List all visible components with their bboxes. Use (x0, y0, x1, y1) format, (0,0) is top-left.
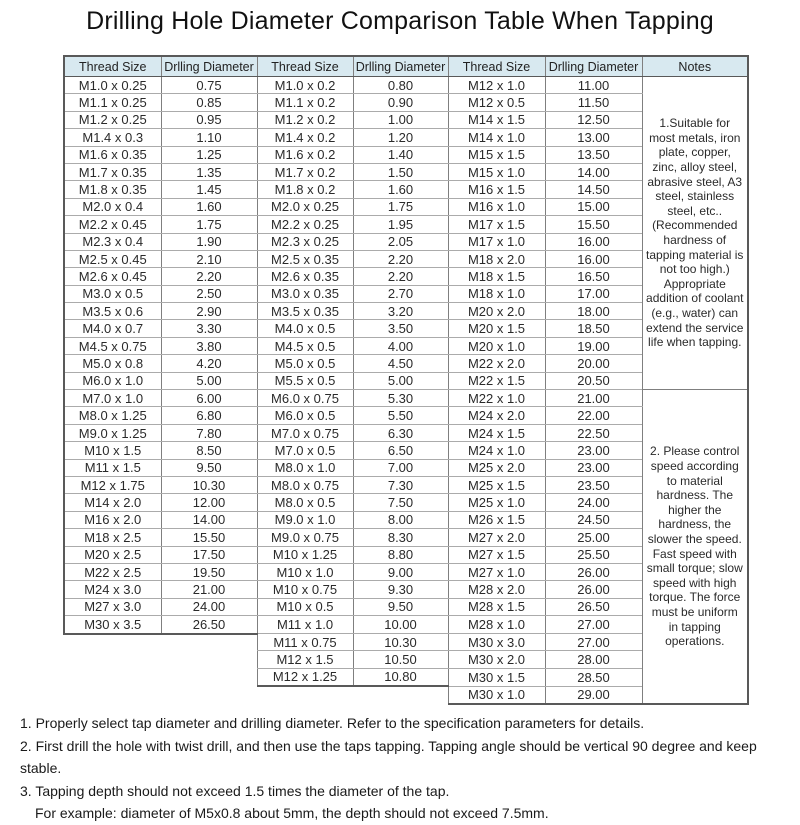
drilling-diameter-cell: 5.00 (353, 372, 448, 389)
thread-size-cell: M1.4 x 0.3 (64, 129, 161, 146)
thread-size-cell: M1.1 x 0.2 (257, 94, 353, 111)
drilling-diameter-cell: 6.00 (161, 390, 257, 407)
thread-size-cell: M18 x 2.5 (64, 529, 161, 546)
thread-size-cell: M2.3 x 0.4 (64, 233, 161, 250)
drilling-diameter-cell: 2.10 (161, 250, 257, 267)
drilling-diameter-cell: 17.00 (545, 285, 642, 302)
thread-size-cell: M14 x 1.5 (448, 111, 545, 128)
drilling-diameter-cell: 1.75 (353, 198, 448, 215)
thread-size-cell: M18 x 2.0 (448, 250, 545, 267)
blank-cell (161, 651, 257, 668)
thread-size-cell: M2.0 x 0.4 (64, 198, 161, 215)
drilling-diameter-cell: 16.00 (545, 233, 642, 250)
thread-size-cell: M24 x 1.5 (448, 424, 545, 441)
blank-cell (64, 686, 161, 704)
thread-size-cell: M30 x 3.5 (64, 616, 161, 634)
thread-size-cell: M27 x 3.0 (64, 598, 161, 615)
blank-cell (64, 651, 161, 668)
thread-size-cell: M10 x 1.0 (257, 563, 353, 580)
blank-cell (257, 686, 353, 704)
thread-size-cell: M22 x 2.5 (64, 563, 161, 580)
drilling-diameter-cell: 27.00 (545, 634, 642, 651)
thread-size-cell: M1.2 x 0.25 (64, 111, 161, 128)
thread-size-cell: M24 x 3.0 (64, 581, 161, 598)
drilling-diameter-cell: 19.00 (545, 337, 642, 354)
drilling-diameter-cell: 0.90 (353, 94, 448, 111)
thread-size-cell: M1.0 x 0.2 (257, 77, 353, 94)
drilling-diameter-cell: 3.30 (161, 320, 257, 337)
drilling-diameter-cell: 8.80 (353, 546, 448, 563)
drilling-diameter-cell: 20.00 (545, 355, 642, 372)
header-drilling-diameter-1: Drlling Diameter (161, 56, 257, 77)
thread-size-cell: M9.0 x 1.0 (257, 511, 353, 528)
drilling-diameter-cell: 26.00 (545, 563, 642, 580)
drilling-diameter-cell: 4.50 (353, 355, 448, 372)
table-row (64, 390, 748, 407)
thread-size-cell: M2.5 x 0.35 (257, 250, 353, 267)
drilling-diameter-cell: 14.00 (161, 511, 257, 528)
drilling-diameter-cell: 4.20 (161, 355, 257, 372)
drilling-diameter-cell: 1.60 (353, 181, 448, 198)
header-thread-size-3: Thread Size (448, 56, 545, 77)
thread-size-cell: M30 x 3.0 (448, 634, 545, 651)
drilling-diameter-cell: 1.10 (161, 129, 257, 146)
thread-size-cell: M20 x 2.0 (448, 303, 545, 320)
drilling-diameter-cell: 18.50 (545, 320, 642, 337)
drilling-diameter-cell: 3.20 (353, 303, 448, 320)
thread-size-cell: M28 x 1.5 (448, 598, 545, 615)
thread-size-cell: M12 x 1.0 (448, 77, 545, 94)
footnote-3: 3. Tapping depth should not exceed 1.5 times the diameter of the tap. (20, 782, 450, 799)
thread-size-cell: M2.2 x 0.25 (257, 216, 353, 233)
drilling-diameter-cell: 26.50 (545, 598, 642, 615)
thread-size-cell: M30 x 2.0 (448, 651, 545, 668)
header-drilling-diameter-2: Drlling Diameter (353, 56, 448, 77)
drilling-diameter-cell: 16.00 (545, 250, 642, 267)
header-row (64, 56, 748, 77)
thread-size-cell: M3.0 x 0.35 (257, 285, 353, 302)
thread-size-cell: M27 x 2.0 (448, 529, 545, 546)
thread-size-cell: M8.0 x 0.5 (257, 494, 353, 511)
drilling-diameter-cell: 2.50 (161, 285, 257, 302)
thread-size-cell: M2.6 x 0.35 (257, 268, 353, 285)
thread-size-cell: M4.5 x 0.75 (64, 337, 161, 354)
thread-size-cell: M18 x 1.5 (448, 268, 545, 285)
drilling-diameter-cell: 12.00 (161, 494, 257, 511)
thread-size-cell: M17 x 1.5 (448, 216, 545, 233)
drilling-diameter-cell: 2.20 (353, 268, 448, 285)
drilling-diameter-cell: 9.50 (161, 459, 257, 476)
blank-cell (161, 634, 257, 651)
drilling-diameter-cell: 26.00 (545, 581, 642, 598)
drilling-diameter-cell: 0.75 (161, 77, 257, 94)
drilling-diameter-cell: 0.85 (161, 94, 257, 111)
thread-size-cell: M1.1 x 0.25 (64, 94, 161, 111)
drilling-diameter-cell: 6.50 (353, 442, 448, 459)
thread-size-cell: M14 x 1.0 (448, 129, 545, 146)
drilling-diameter-cell: 2.20 (353, 250, 448, 267)
drilling-diameter-cell: 5.00 (161, 372, 257, 389)
table-header (64, 56, 748, 77)
drilling-diameter-cell: 8.50 (161, 442, 257, 459)
thread-size-cell: M1.8 x 0.35 (64, 181, 161, 198)
thread-size-cell: M1.2 x 0.2 (257, 111, 353, 128)
thread-size-cell: M7.0 x 0.5 (257, 442, 353, 459)
thread-size-cell: M20 x 1.0 (448, 337, 545, 354)
drilling-diameter-cell: 27.00 (545, 616, 642, 634)
thread-size-cell: M17 x 1.0 (448, 233, 545, 250)
drilling-diameter-cell: 19.50 (161, 563, 257, 580)
drilling-diameter-cell: 1.40 (353, 146, 448, 163)
thread-size-cell: M30 x 1.0 (448, 686, 545, 704)
footnotes (20, 712, 790, 825)
thread-size-cell: M1.0 x 0.25 (64, 77, 161, 94)
drilling-diameter-cell: 4.00 (353, 337, 448, 354)
thread-size-cell: M15 x 1.5 (448, 146, 545, 163)
thread-size-cell: M10 x 1.5 (64, 442, 161, 459)
footnote-1: 1. Properly select tap diameter and drilling diameter. Refer to the specification parameters for details. (20, 715, 645, 731)
drilling-diameter-cell: 6.30 (353, 424, 448, 441)
header-drilling-diameter-3: Drlling Diameter (545, 56, 642, 77)
thread-size-cell: M1.7 x 0.2 (257, 163, 353, 180)
drilling-diameter-cell: 2.05 (353, 233, 448, 250)
thread-size-cell: M6.0 x 0.75 (257, 390, 353, 407)
thread-size-cell: M12 x 1.5 (257, 651, 353, 668)
thread-size-cell: M3.0 x 0.5 (64, 285, 161, 302)
table-body (64, 77, 748, 705)
drilling-diameter-cell: 2.70 (353, 285, 448, 302)
thread-size-cell: M6.0 x 0.5 (257, 407, 353, 424)
drilling-diameter-cell: 11.00 (545, 77, 642, 94)
thread-size-cell: M10 x 1.25 (257, 546, 353, 563)
thread-size-cell: M25 x 2.0 (448, 459, 545, 476)
thread-size-cell: M11 x 1.0 (257, 616, 353, 634)
drilling-diameter-cell: 14.00 (545, 163, 642, 180)
thread-size-cell: M27 x 1.0 (448, 563, 545, 580)
thread-size-cell: M8.0 x 0.75 (257, 476, 353, 493)
drilling-diameter-cell: 16.50 (545, 268, 642, 285)
thread-size-cell: M3.5 x 0.35 (257, 303, 353, 320)
drilling-diameter-cell: 1.20 (353, 129, 448, 146)
drilling-diameter-cell: 7.00 (353, 459, 448, 476)
drilling-diameter-cell: 20.50 (545, 372, 642, 389)
thread-size-cell: M11 x 0.75 (257, 634, 353, 651)
thread-size-cell: M22 x 1.0 (448, 390, 545, 407)
thread-size-cell: M22 x 1.5 (448, 372, 545, 389)
drilling-diameter-cell: 14.50 (545, 181, 642, 198)
blank-cell (161, 668, 257, 686)
page-title: Drilling Hole Diameter Comparison Table When Tapping (86, 7, 714, 35)
thread-size-cell: M5.0 x 0.5 (257, 355, 353, 372)
thread-size-cell: M10 x 0.5 (257, 598, 353, 615)
note-cell-1: 1.Suitable for most metals, iron plate, copper, zinc, alloy steel, abrasive steel, A3 steel, stainless steel, etc..(Recommended hardness of tapping material is not too high.) Appropriate addition of coolant (e.g., water) can extend the service life when tapping. (642, 77, 748, 390)
drilling-diameter-cell: 24.00 (545, 494, 642, 511)
drilling-diameter-cell: 2.20 (161, 268, 257, 285)
drilling-diameter-cell: 9.30 (353, 581, 448, 598)
drilling-diameter-cell: 25.00 (545, 529, 642, 546)
drilling-diameter-cell: 28.00 (545, 651, 642, 668)
thread-size-cell: M12 x 0.5 (448, 94, 545, 111)
drilling-diameter-cell: 1.90 (161, 233, 257, 250)
thread-size-cell: M2.5 x 0.45 (64, 250, 161, 267)
drilling-diameter-cell: 24.50 (545, 511, 642, 528)
thread-size-cell: M16 x 1.0 (448, 198, 545, 215)
thread-size-cell: M4.0 x 0.5 (257, 320, 353, 337)
thread-size-cell: M15 x 1.0 (448, 163, 545, 180)
blank-cell (64, 668, 161, 686)
blank-cell (353, 686, 448, 704)
drilling-diameter-cell: 9.50 (353, 598, 448, 615)
table-row (64, 77, 748, 94)
drilling-diameter-cell: 23.50 (545, 476, 642, 493)
thread-size-cell: M26 x 1.5 (448, 511, 545, 528)
drilling-diameter-cell: 22.00 (545, 407, 642, 424)
drilling-diameter-cell: 0.95 (161, 111, 257, 128)
thread-size-cell: M9.0 x 0.75 (257, 529, 353, 546)
thread-size-cell: M8.0 x 1.25 (64, 407, 161, 424)
drilling-diameter-cell: 26.50 (161, 616, 257, 634)
drilling-diameter-cell: 10.00 (353, 616, 448, 634)
thread-size-cell: M4.0 x 0.7 (64, 320, 161, 337)
drilling-diameter-cell: 1.95 (353, 216, 448, 233)
thread-size-cell: M3.5 x 0.6 (64, 303, 161, 320)
thread-size-cell: M24 x 2.0 (448, 407, 545, 424)
drilling-diameter-cell: 1.60 (161, 198, 257, 215)
thread-size-cell: M6.0 x 1.0 (64, 372, 161, 389)
thread-size-cell: M20 x 2.5 (64, 546, 161, 563)
thread-size-cell: M5.0 x 0.8 (64, 355, 161, 372)
drilling-diameter-cell: 10.50 (353, 651, 448, 668)
thread-size-cell: M28 x 2.0 (448, 581, 545, 598)
drilling-diameter-cell: 8.30 (353, 529, 448, 546)
drilling-diameter-cell: 10.30 (353, 634, 448, 651)
drilling-diameter-cell: 21.00 (161, 581, 257, 598)
thread-size-cell: M2.6 x 0.45 (64, 268, 161, 285)
thread-size-cell: M2.2 x 0.45 (64, 216, 161, 233)
thread-size-cell: M1.7 x 0.35 (64, 163, 161, 180)
drilling-diameter-cell: 8.00 (353, 511, 448, 528)
drilling-diameter-cell: 12.50 (545, 111, 642, 128)
thread-size-cell: M2.0 x 0.25 (257, 198, 353, 215)
thread-size-cell: M22 x 2.0 (448, 355, 545, 372)
footnote-example: For example: diameter of M5x0.8 about 5mm, the depth should not exceed 7.5mm. (35, 805, 549, 821)
drilling-diameter-cell: 7.30 (353, 476, 448, 493)
blank-cell (161, 686, 257, 704)
drilling-diameter-cell: 23.00 (545, 442, 642, 459)
drilling-comparison-table (63, 55, 749, 705)
drilling-diameter-cell: 10.80 (353, 668, 448, 686)
drilling-diameter-cell: 7.80 (161, 424, 257, 441)
header-thread-size-2: Thread Size (257, 56, 353, 77)
thread-size-cell: M11 x 1.5 (64, 459, 161, 476)
drilling-diameter-cell: 1.35 (161, 163, 257, 180)
thread-size-cell: M7.0 x 1.0 (64, 390, 161, 407)
drilling-diameter-cell: 15.00 (545, 198, 642, 215)
drilling-diameter-cell: 1.75 (161, 216, 257, 233)
drilling-diameter-cell: 3.80 (161, 337, 257, 354)
thread-size-cell: M16 x 2.0 (64, 511, 161, 528)
drilling-diameter-cell: 15.50 (545, 216, 642, 233)
drilling-diameter-cell: 7.50 (353, 494, 448, 511)
drilling-diameter-cell: 25.50 (545, 546, 642, 563)
drilling-diameter-cell: 24.00 (161, 598, 257, 615)
drilling-diameter-cell: 1.45 (161, 181, 257, 198)
thread-size-cell: M28 x 1.0 (448, 616, 545, 634)
drilling-diameter-cell: 9.00 (353, 563, 448, 580)
drilling-diameter-cell: 5.30 (353, 390, 448, 407)
thread-size-cell: M5.5 x 0.5 (257, 372, 353, 389)
drilling-diameter-cell: 28.50 (545, 668, 642, 686)
drilling-diameter-cell: 10.30 (161, 476, 257, 493)
drilling-diameter-cell: 5.50 (353, 407, 448, 424)
drilling-diameter-cell: 1.50 (353, 163, 448, 180)
drilling-diameter-cell: 29.00 (545, 686, 642, 704)
thread-size-cell: M20 x 1.5 (448, 320, 545, 337)
blank-cell (64, 634, 161, 651)
thread-size-cell: M1.6 x 0.2 (257, 146, 353, 163)
drilling-diameter-cell: 18.00 (545, 303, 642, 320)
thread-size-cell: M1.6 x 0.35 (64, 146, 161, 163)
drilling-diameter-cell: 3.50 (353, 320, 448, 337)
thread-size-cell: M10 x 0.75 (257, 581, 353, 598)
footnote-2: 2. First drill the hole with twist drill, and then use the taps tapping. Tapping angle should be vertical 90 degree and keep stable. (20, 737, 757, 776)
drilling-diameter-cell: 23.00 (545, 459, 642, 476)
header-thread-size-1: Thread Size (64, 56, 161, 77)
header-notes: Notes (642, 56, 748, 77)
thread-size-cell: M27 x 1.5 (448, 546, 545, 563)
drilling-diameter-cell: 11.50 (545, 94, 642, 111)
drilling-diameter-cell: 0.80 (353, 77, 448, 94)
thread-size-cell: M12 x 1.25 (257, 668, 353, 686)
drilling-diameter-cell: 22.50 (545, 424, 642, 441)
thread-size-cell: M7.0 x 0.75 (257, 424, 353, 441)
thread-size-cell: M25 x 1.5 (448, 476, 545, 493)
drilling-diameter-cell: 13.50 (545, 146, 642, 163)
drilling-diameter-cell: 17.50 (161, 546, 257, 563)
drilling-diameter-cell: 21.00 (545, 390, 642, 407)
drilling-diameter-cell: 13.00 (545, 129, 642, 146)
thread-size-cell: M16 x 1.5 (448, 181, 545, 198)
thread-size-cell: M2.3 x 0.25 (257, 233, 353, 250)
thread-size-cell: M1.8 x 0.2 (257, 181, 353, 198)
drilling-diameter-cell: 1.25 (161, 146, 257, 163)
thread-size-cell: M25 x 1.0 (448, 494, 545, 511)
thread-size-cell: M1.4 x 0.2 (257, 129, 353, 146)
drilling-diameter-cell: 6.80 (161, 407, 257, 424)
note-cell-2: 2. Please control speed according to material hardness. The higher the hardness, the slower the speed. Fast speed with small torque; slow speed with high torque. The force must be uniform in tapping operations. (642, 390, 748, 705)
thread-size-cell: M14 x 2.0 (64, 494, 161, 511)
drilling-diameter-cell: 2.90 (161, 303, 257, 320)
drilling-diameter-cell: 15.50 (161, 529, 257, 546)
drilling-diameter-cell: 1.00 (353, 111, 448, 128)
thread-size-cell: M24 x 1.0 (448, 442, 545, 459)
thread-size-cell: M12 x 1.75 (64, 476, 161, 493)
thread-size-cell: M30 x 1.5 (448, 668, 545, 686)
thread-size-cell: M4.5 x 0.5 (257, 337, 353, 354)
thread-size-cell: M9.0 x 1.25 (64, 424, 161, 441)
thread-size-cell: M18 x 1.0 (448, 285, 545, 302)
thread-size-cell: M8.0 x 1.0 (257, 459, 353, 476)
